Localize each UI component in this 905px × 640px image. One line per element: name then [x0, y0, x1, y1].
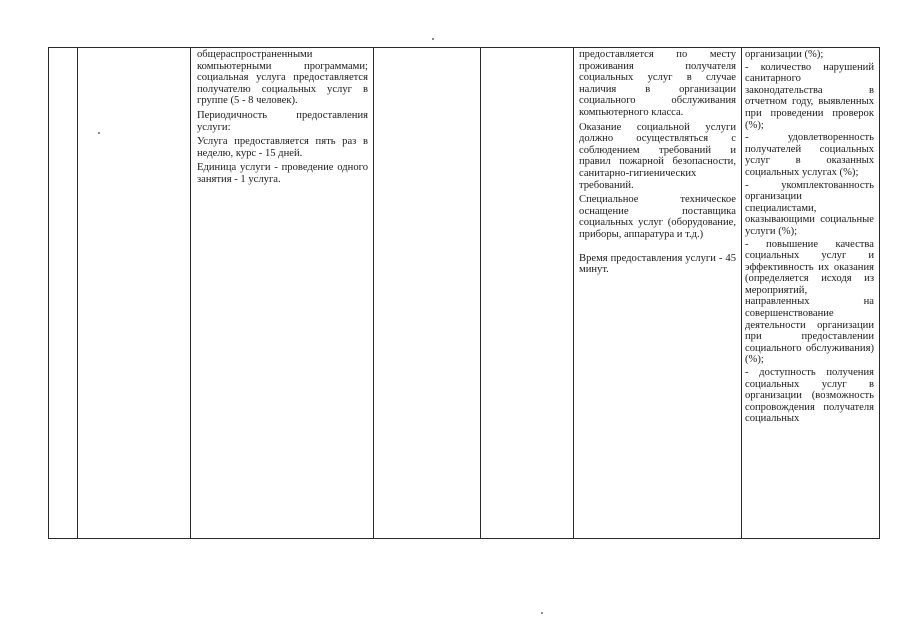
- description-paragraph: Единица услуги - проведение одного занятия - 1 услуга.: [197, 162, 368, 185]
- table-column-divider: [48, 47, 49, 539]
- indicator-item: - доступность получения социальных услуг в организации (возможность сопровождения получателя социальных: [745, 367, 874, 425]
- indicator-item: - удовлетворенность получателей социальных услуг в оказанных социальных услугах (%);: [745, 132, 874, 178]
- indicator-item: - повышение качества социальных услуг и эффективность их оказания (определяется исходя из мероприятий, направленных на совершенствование деятельности организации при предоставлении социального обслуживания) (%);: [745, 238, 874, 366]
- table-column-divider: [77, 47, 78, 539]
- scan-speck: [541, 612, 543, 614]
- indicator-item: - количество нарушений санитарного законодательства в отчетном году, выявленных при проведении проверок (%);: [745, 61, 874, 131]
- scan-speck: [98, 132, 100, 134]
- conditions-paragraph: предоставляется по месту проживания получателя социальных услуг в случае наличия в организации социального обслуживания компьютерного класса.: [579, 49, 736, 118]
- description-paragraph: Услуга предоставляется пять раз в неделю, курс - 15 дней.: [197, 136, 368, 159]
- table-column-divider: [741, 47, 742, 539]
- description-paragraph: Периодичность предоставления услуги:: [197, 109, 368, 133]
- table-column-divider: [573, 47, 574, 539]
- table-column-divider: [190, 47, 191, 539]
- service-description-cell: [197, 49, 368, 189]
- indicator-item: организации (%);: [745, 49, 824, 60]
- scan-speck: [432, 38, 434, 40]
- service-conditions-cell: [579, 49, 736, 279]
- conditions-paragraph: Оказание социальной услуги должно осуществляться с соблюдением требований и правил пожарной безопасности, санитарно-гигиенических требований.: [579, 121, 736, 191]
- table-column-divider: [373, 47, 374, 539]
- indicator-item: - укомплектованность организации специалистами, оказывающими социальные услуги (%);: [745, 179, 874, 237]
- conditions-paragraph: Время предоставления услуги - 45 минут.: [579, 252, 736, 276]
- table-bottom-border: [48, 538, 879, 539]
- table-top-border: [48, 47, 879, 48]
- quality-indicators-cell: [745, 49, 874, 425]
- table-column-divider: [480, 47, 481, 539]
- conditions-paragraph: Специальное техническое оснащение поставщика социальных услуг (оборудование, приборы, аппаратура и т.д.): [579, 194, 736, 240]
- table-column-divider: [879, 47, 880, 539]
- description-paragraph: общераспространенными компьютерными программами; социальная услуга предоставляется получателю социальных услуг в группе (5 - 8 человек).: [197, 49, 368, 107]
